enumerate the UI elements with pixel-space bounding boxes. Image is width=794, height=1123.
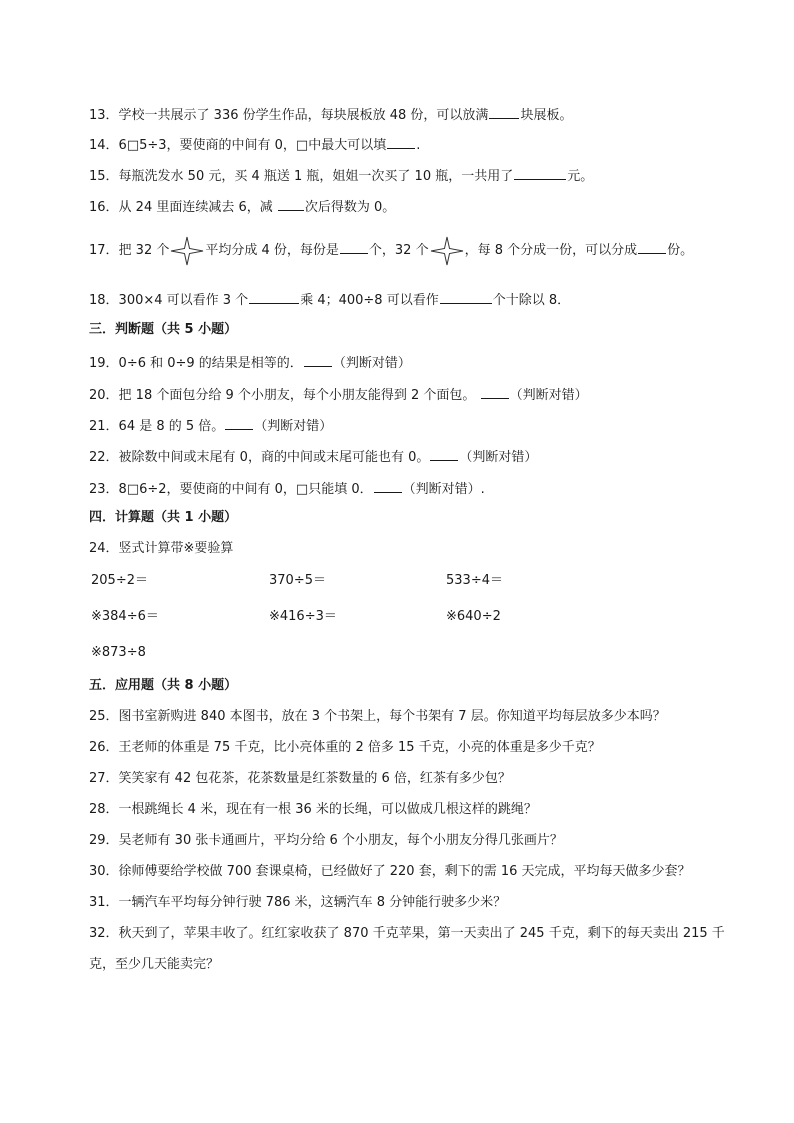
answer-blank[interactable] — [440, 289, 492, 304]
answer-blank[interactable] — [638, 239, 666, 254]
question-20 — [89, 384, 769, 405]
question-22-text: 22．被除数中间或末尾有 0，商的中间或末尾可能也有 0。 — [89, 450, 430, 465]
question-14-text: 14．6□5÷3，要使商的中间有 0，□中最大可以填 — [89, 138, 387, 153]
question-24: 24．竖式计算带※要验算 — [89, 541, 234, 556]
question-21 — [89, 415, 769, 436]
question-16 — [89, 196, 769, 217]
question-15-text: 15．每瓶洗发水 50 元，买 4 瓶送 1 瓶，姐姐一次买了 10 瓶，一共用了 — [89, 169, 514, 184]
question-18-text-2: 乘 4；400÷8 可以看作 — [300, 293, 439, 308]
four-point-star-icon — [170, 236, 204, 266]
question-17-text-5: 份。 — [667, 243, 694, 258]
answer-blank[interactable] — [249, 289, 299, 304]
answer-blank[interactable] — [481, 384, 509, 399]
question-22-suffix: （判断对错） — [459, 450, 538, 465]
question-16-suffix: 次后得数为 0。 — [304, 200, 396, 215]
question-25: 25．图书室新购进 840 本图书，放在 3 个书架上，每个书架有 7 层。你知道平均每层放多少本吗？ — [89, 709, 666, 724]
question-20-text: 20．把 18 个面包分给 9 个小朋友，每个小朋友能得到 2 个面包。 — [89, 388, 480, 403]
question-18 — [89, 289, 769, 310]
question-20-suffix: （判断对错） — [509, 388, 588, 403]
question-14 — [89, 134, 769, 155]
question-14-suffix: . — [416, 138, 421, 153]
section-3-heading: 三．判断题（共 5 小题） — [89, 322, 238, 337]
question-19-text: 19．0÷6 和 0÷9 的结果是相等的． — [89, 356, 303, 371]
question-21-suffix: （判断对错） — [254, 419, 333, 434]
question-30: 30．徐师傅要给学校做 700 套课桌椅，已经做好了 220 套，剩下的需 16 天完成，平均每天做多少套？ — [89, 864, 691, 879]
answer-blank[interactable] — [430, 446, 458, 461]
question-13 — [89, 104, 769, 125]
answer-blank[interactable] — [278, 196, 304, 211]
calc-item: 205÷2＝ — [91, 573, 148, 588]
answer-blank[interactable] — [489, 104, 519, 119]
question-17-text-4: ，每 8 个分成一份，可以分成 — [464, 243, 638, 258]
calc-item: ※640÷2 — [446, 609, 501, 624]
question-19-suffix: （判断对错） — [332, 356, 411, 371]
section-4-heading: 四．计算题（共 1 小题） — [89, 510, 238, 525]
answer-blank[interactable] — [514, 165, 566, 180]
question-32 — [89, 918, 729, 980]
answer-blank[interactable] — [225, 415, 253, 430]
question-22 — [89, 446, 769, 467]
question-23-text: 23．8□6÷2，要使商的中间有 0，□只能填 0． — [89, 482, 373, 497]
question-17-text-1: 17．把 32 个 — [89, 243, 170, 258]
question-18-text-3: 个十除以 8． — [492, 293, 571, 308]
question-19 — [89, 352, 769, 373]
calc-item: ※384÷6＝ — [91, 609, 159, 624]
question-31: 31．一辆汽车平均每分钟行驶 786 米，这辆汽车 8 分钟能行驶多少米？ — [89, 895, 507, 910]
question-18-text-1: 18．300×4 可以看作 3 个 — [89, 293, 249, 308]
calc-item: 370÷5＝ — [269, 573, 326, 588]
question-16-text: 16．从 24 里面连续减去 6，减 — [89, 200, 277, 215]
question-28: 28．一根跳绳长 4 米，现在有一根 36 米的长绳，可以做成几根这样的跳绳？ — [89, 802, 537, 817]
calc-item: ※416÷3＝ — [269, 609, 337, 624]
question-13-text: 13．学校一共展示了 336 份学生作品，每块展板放 48 份，可以放满 — [89, 108, 489, 123]
question-17-text-3: 个，32 个 — [368, 243, 429, 258]
question-23 — [89, 478, 769, 499]
calc-item: 533÷4＝ — [446, 573, 503, 588]
question-26: 26．王老师的体重是 75 千克，比小亮体重的 2 倍多 15 千克，小亮的体重是多少千克？ — [89, 740, 601, 755]
four-point-star-icon — [430, 236, 464, 266]
question-21-text: 21．64 是 8 的 5 倍。 — [89, 419, 225, 434]
question-13-suffix: 块展板。 — [520, 108, 573, 123]
answer-blank[interactable] — [304, 352, 332, 367]
question-15 — [89, 165, 769, 186]
question-17 — [89, 233, 769, 269]
section-5-heading: 五．应用题（共 8 小题） — [89, 678, 238, 693]
question-23-suffix: （判断对错）. — [402, 482, 485, 497]
answer-blank[interactable] — [374, 478, 402, 493]
question-17-text-2: 平均分成 4 份，每份是 — [205, 243, 339, 258]
question-27: 27．笑笑家有 42 包花茶，花茶数量是红茶数量的 6 倍，红茶有多少包？ — [89, 771, 511, 786]
question-29: 29．吴老师有 30 张卡通画片，平均分给 6 个小朋友，每个小朋友分得几张画片？ — [89, 833, 563, 848]
question-15-suffix: 元。 — [567, 169, 594, 184]
answer-blank[interactable] — [387, 134, 415, 149]
answer-blank[interactable] — [340, 239, 368, 254]
calc-item: ※873÷8 — [91, 645, 146, 660]
question-32-text: 32．秋天到了，苹果丰收了。红红家收获了 870 千克苹果，第一天卖出了 245 千克，剩下的每天卖出 215 千克，至少几天能卖完？ — [89, 926, 725, 972]
